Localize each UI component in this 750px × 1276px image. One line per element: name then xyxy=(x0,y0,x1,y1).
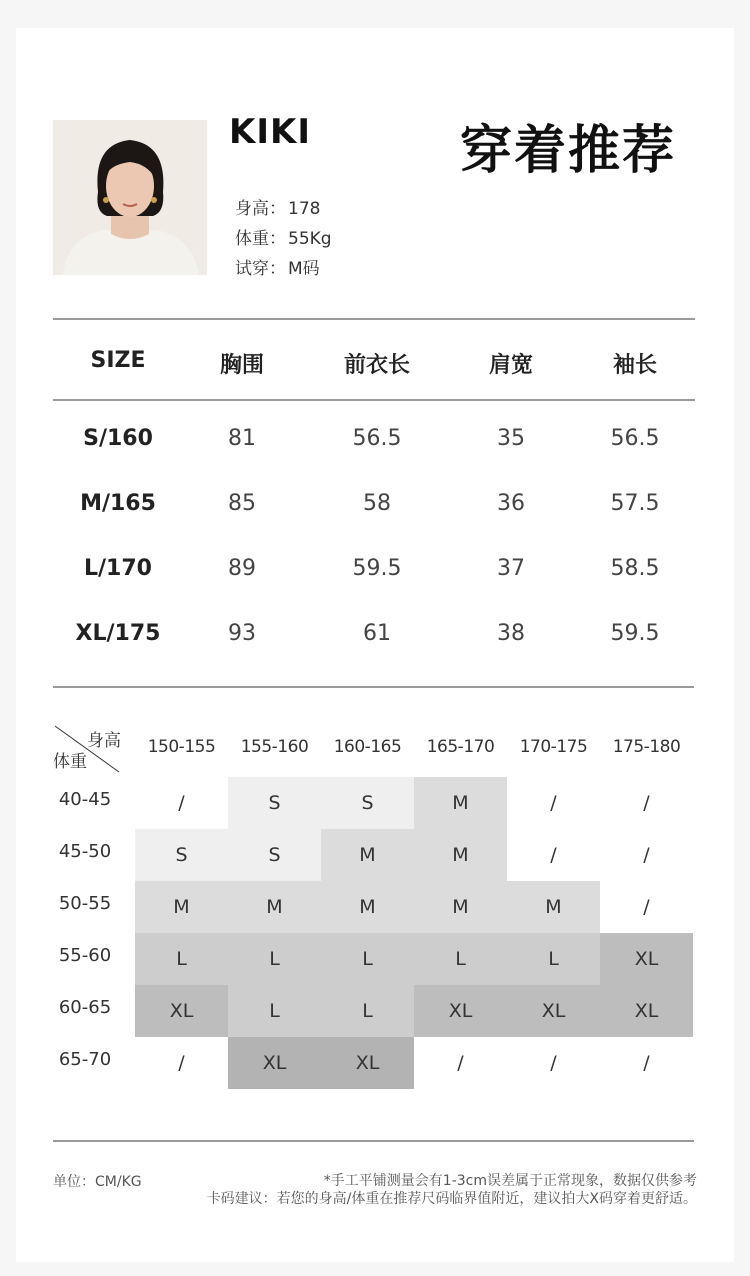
height-range-header: 150-155 xyxy=(147,737,216,757)
recommended-size-cell: L xyxy=(321,933,414,985)
recommended-size-cell: S xyxy=(135,829,228,881)
weight-range-label: 50-55 xyxy=(58,893,112,914)
recommended-size-cell: / xyxy=(178,1052,185,1074)
recommended-size-cell: XL xyxy=(600,933,693,985)
weight-range-label: 65-70 xyxy=(58,1049,112,1070)
spec-value: 55Kg xyxy=(288,229,332,249)
model-weight xyxy=(235,224,332,249)
divider xyxy=(53,686,694,688)
spec-label: 体重： xyxy=(235,229,286,249)
measurement-cell: 35 xyxy=(497,426,525,451)
measurement-cell: 93 xyxy=(228,621,256,646)
measurement-cell: 56.5 xyxy=(352,426,402,451)
model-name: KIKI xyxy=(229,112,311,152)
divider xyxy=(53,399,695,401)
size-label: XL/175 xyxy=(75,621,161,646)
recommended-size-cell: / xyxy=(643,1052,650,1074)
grid-corner-header xyxy=(53,724,121,774)
recommended-size-cell: / xyxy=(550,792,557,814)
weight-range-label: 40-45 xyxy=(58,789,112,810)
recommended-size-cell: M xyxy=(321,881,414,933)
recommended-size-cell: L xyxy=(507,933,600,985)
measurement-cell: 38 xyxy=(497,621,525,646)
recommended-size-cell: / xyxy=(550,1052,557,1074)
recommended-size-cell: S xyxy=(321,777,414,829)
spec-label: 身高： xyxy=(235,199,286,219)
model-photo xyxy=(53,120,207,275)
size-label: L/170 xyxy=(84,556,152,581)
size-label: M/165 xyxy=(80,491,156,516)
header-length: 前衣长 xyxy=(343,353,410,378)
recommended-size-cell: L xyxy=(414,933,507,985)
spec-value: 178 xyxy=(288,199,321,219)
model-trial-size xyxy=(235,254,320,279)
measurement-cell: 36 xyxy=(497,491,525,516)
recommended-size-cell: / xyxy=(178,792,185,814)
measurement-cell: 57.5 xyxy=(610,491,660,516)
spec-label: 试穿： xyxy=(235,259,286,279)
weight-range-label: 55-60 xyxy=(58,945,112,966)
height-axis-label: 身高 xyxy=(87,731,121,751)
divider xyxy=(53,318,695,320)
recommended-size-cell: M xyxy=(414,829,507,881)
height-range-header: 155-160 xyxy=(240,737,309,757)
recommended-size-cell: S xyxy=(228,829,321,881)
weight-range-label: 45-50 xyxy=(58,841,112,862)
recommended-size-cell: XL xyxy=(228,1037,321,1089)
recommended-size-cell: / xyxy=(643,792,650,814)
spec-value: M码 xyxy=(288,259,320,279)
recommended-size-cell: M xyxy=(414,881,507,933)
height-range-header: 175-180 xyxy=(612,737,681,757)
height-range-header: 170-175 xyxy=(519,737,588,757)
recommended-size-cell: / xyxy=(643,896,650,918)
measurement-cell: 61 xyxy=(363,621,391,646)
measurement-note: *手工平铺测量会有1-3cm误差属于正常现象，数据仅供参考 xyxy=(323,1173,697,1189)
size-advice-note: 卡码建议：若您的身高/体重在推荐尺码临界值附近，建议拍大X码穿着更舒适。 xyxy=(206,1191,697,1207)
recommended-size-cell: M xyxy=(414,777,507,829)
recommended-size-cell: XL xyxy=(321,1037,414,1089)
header-chest: 胸围 xyxy=(219,353,264,378)
recommended-size-cell: XL xyxy=(414,985,507,1037)
height-range-header: 165-170 xyxy=(426,737,495,757)
recommended-size-cell: / xyxy=(457,1052,464,1074)
header-shoulder: 肩宽 xyxy=(488,353,533,378)
measurement-cell: 56.5 xyxy=(610,426,660,451)
divider xyxy=(53,1140,694,1142)
header-sleeve: 袖长 xyxy=(612,353,657,378)
measurement-cell: 59.5 xyxy=(352,556,402,581)
recommended-size-cell: / xyxy=(550,844,557,866)
page-title: 穿着推荐 xyxy=(460,121,677,181)
weight-range-label: 60-65 xyxy=(58,997,112,1018)
recommended-size-cell: / xyxy=(643,844,650,866)
model-height xyxy=(235,194,320,219)
measurement-cell: 58.5 xyxy=(610,556,660,581)
measurement-cell: 37 xyxy=(497,556,525,581)
measurement-cell: 85 xyxy=(228,491,256,516)
recommended-size-cell: M xyxy=(321,829,414,881)
recommended-size-cell: L xyxy=(321,985,414,1037)
recommended-size-cell: S xyxy=(228,777,321,829)
recommended-size-cell: L xyxy=(135,933,228,985)
unit-note: 单位：CM/KG xyxy=(53,1174,142,1190)
height-range-header: 160-165 xyxy=(333,737,402,757)
weight-axis-label: 体重 xyxy=(53,752,87,772)
measurement-cell: 89 xyxy=(228,556,256,581)
header-size: SIZE xyxy=(90,348,146,373)
recommended-size-cell: L xyxy=(228,933,321,985)
size-label: S/160 xyxy=(83,426,153,451)
recommended-size-cell: XL xyxy=(600,985,693,1037)
recommended-size-cell: M xyxy=(228,881,321,933)
recommended-size-cell: XL xyxy=(135,985,228,1037)
measurement-cell: 81 xyxy=(228,426,256,451)
recommended-size-cell: M xyxy=(135,881,228,933)
recommended-size-cell: M xyxy=(507,881,600,933)
recommended-size-cell: L xyxy=(228,985,321,1037)
measurement-cell: 58 xyxy=(363,491,391,516)
recommended-size-cell: XL xyxy=(507,985,600,1037)
measurement-cell: 59.5 xyxy=(610,621,660,646)
